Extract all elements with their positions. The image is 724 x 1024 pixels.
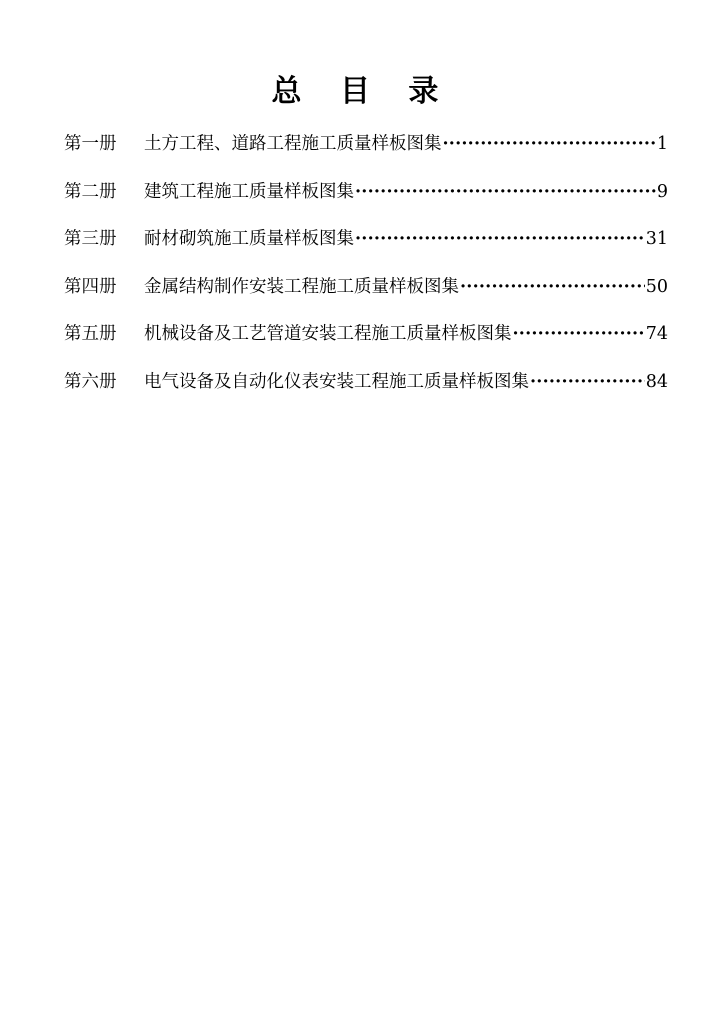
toc-title: 建筑工程施工质量样板图集 — [144, 181, 354, 202]
page-title: 总 目 录 — [271, 74, 453, 109]
toc-page-number: 50 — [645, 276, 668, 297]
toc-entry — [64, 176, 668, 224]
toc-page-number: 84 — [645, 371, 668, 392]
toc-title: 机械设备及工艺管道安装工程施工质量样板图集 — [144, 324, 512, 345]
toc-volume: 第五册 — [64, 324, 117, 345]
toc-volume: 第四册 — [64, 276, 117, 297]
toc-volume: 第三册 — [64, 229, 117, 250]
toc-volume: 第二册 — [64, 181, 117, 202]
toc-title: 土方工程、道路工程施工质量样板图集 — [144, 134, 442, 154]
toc-entry — [64, 223, 668, 271]
toc-leader-dots — [443, 128, 656, 160]
toc-page-number: 9 — [656, 181, 668, 202]
toc-title: 金属结构制作安装工程施工质量样板图集 — [144, 276, 459, 297]
toc-leader-dots — [530, 366, 645, 398]
toc-entry — [64, 318, 668, 366]
toc-page-number: 1 — [656, 134, 668, 154]
toc-volume: 第一册 — [64, 134, 117, 154]
toc-volume: 第六册 — [64, 371, 117, 392]
toc-title: 电气设备及自动化仪表安装工程施工质量样板图集 — [144, 371, 529, 392]
toc-title: 耐材砌筑施工质量样板图集 — [144, 229, 354, 250]
toc-leader-dots — [460, 271, 645, 303]
toc-entry — [64, 128, 668, 176]
toc-leader-dots — [355, 176, 656, 208]
toc-page-number: 31 — [645, 229, 668, 250]
toc-entry — [64, 271, 668, 319]
toc-leader-dots — [513, 318, 645, 350]
table-of-contents — [64, 128, 668, 414]
toc-page-number: 74 — [645, 324, 668, 345]
toc-leader-dots — [355, 223, 645, 255]
toc-entry — [64, 366, 668, 414]
